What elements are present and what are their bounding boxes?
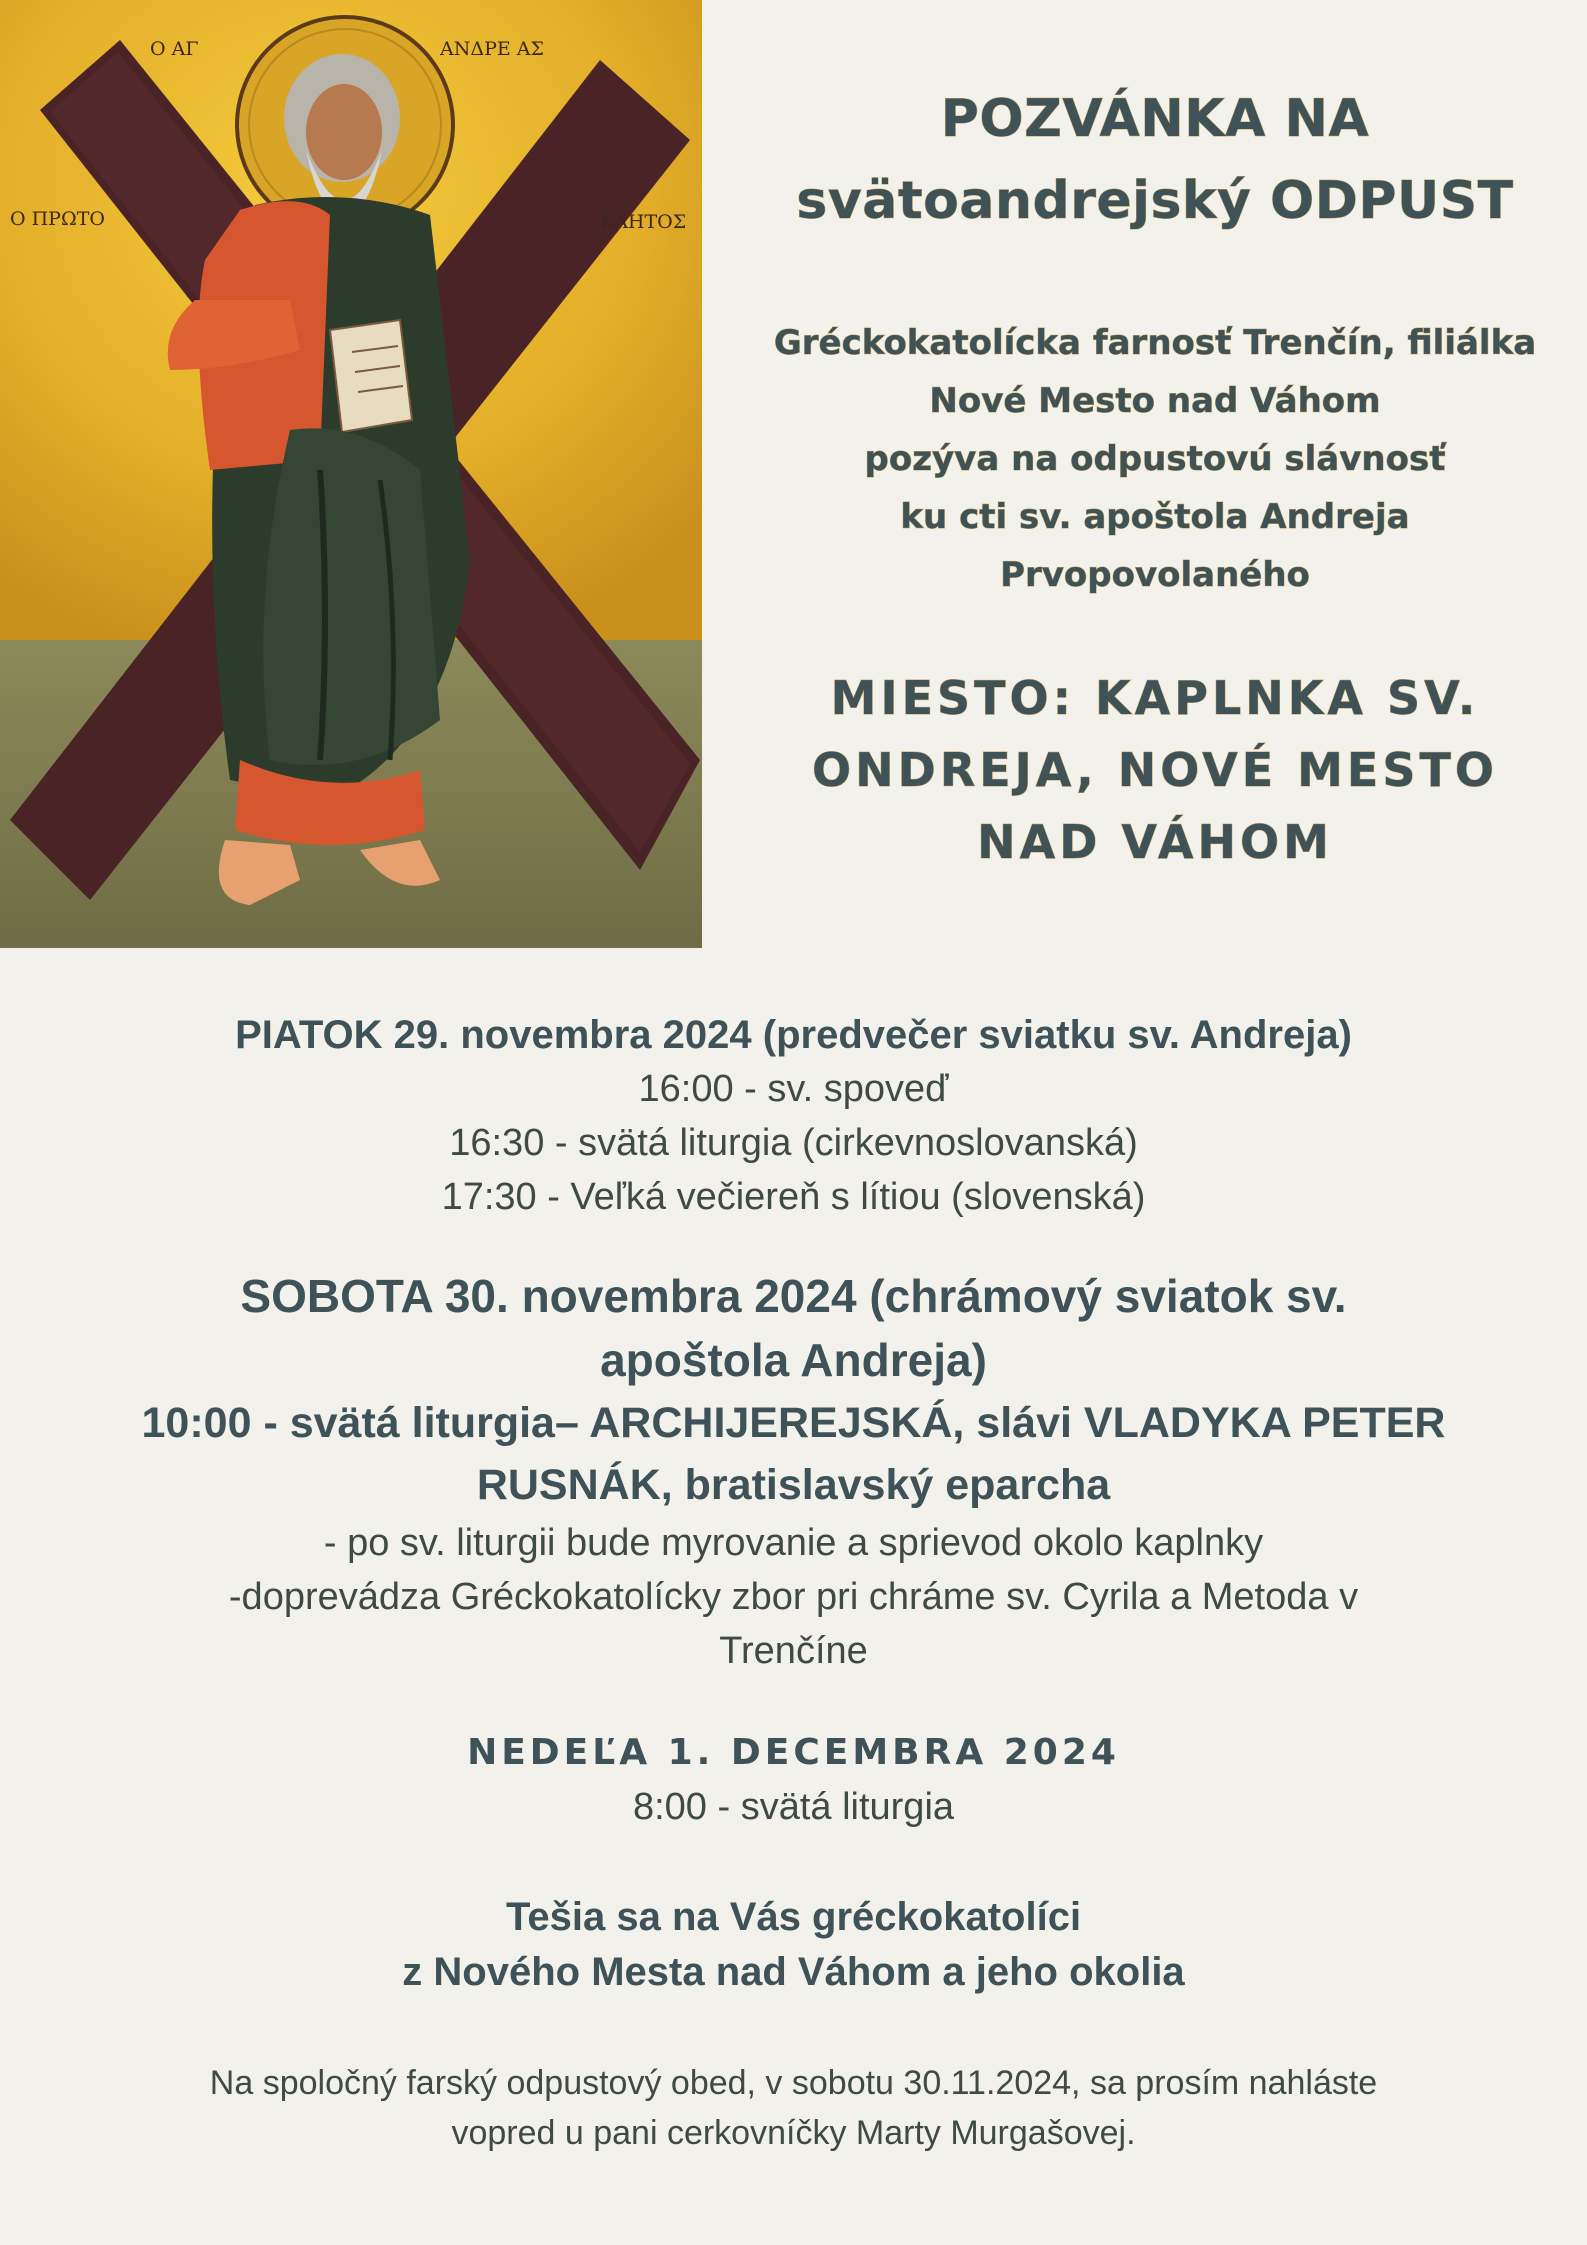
saturday-liturgy-line: 10:00 - svätá liturgia– ARCHIJEREJSKÁ, slávi VLADYKA PETER — [141, 1399, 1446, 1447]
greeting-block — [90, 1890, 1497, 2000]
friday-item: 16:00 - sv. spoveď — [638, 1068, 949, 1110]
saturday-note: -doprevádza Gréckokatolícky zbor pri chráme sv. Cyrila a Metoda v — [228, 1576, 1359, 1618]
location-line: NAD VÁHOM — [977, 815, 1333, 869]
intro-line: pozýva na odpustovú slávnosť — [864, 439, 1446, 479]
event-schedule — [90, 1008, 1497, 2158]
sunday-item: 8:00 - svätá liturgia — [632, 1786, 955, 1828]
note-line: vopred u pani cerkovníčky Marty Murgašovej. — [451, 2114, 1136, 2152]
icon-inscription-right: ΚΛΗΤΟΣ — [600, 211, 687, 233]
friday-heading: PIATOK 29. novembra 2024 (predvečer sviatku sv. Andreja) — [235, 1013, 1352, 1057]
header-section — [760, 78, 1550, 878]
lunch-registration-note — [90, 2058, 1497, 2158]
title-line-1: POZVÁNKA NA — [940, 89, 1370, 149]
saturday-note: - po sv. liturgii bude myrovanie a sprievod okolo kaplnky — [323, 1522, 1264, 1564]
saturday-liturgy-line: RUSNÁK, bratislavský eparcha — [476, 1461, 1111, 1509]
intro-line: ku cti sv. apoštola Andreja — [900, 497, 1410, 537]
location-heading — [760, 662, 1550, 878]
icon-illustration — [0, 0, 702, 948]
friday-item: 17:30 - Veľká večiereň s lítiou (slovenská) — [441, 1176, 1146, 1218]
greeting-line: Tešia sa na Vás gréckokatolíci — [505, 1895, 1082, 1939]
st-andrew-icon-image — [0, 0, 702, 948]
saturday-heading-line: apoštola Andreja) — [600, 1334, 987, 1386]
intro-line: Nové Mesto nad Váhom — [929, 381, 1381, 421]
note-line: Na spoločný farský odpustový obed, v sobotu 30.11.2024, sa prosím nahláste — [209, 2064, 1378, 2102]
sunday-block — [90, 1726, 1497, 1834]
saturday-block — [90, 1264, 1497, 1678]
intro-line: Gréckokatolícka farnosť Trenčín, filiálka — [773, 323, 1537, 363]
icon-inscription-top-left: Ο ΑΓ — [150, 38, 199, 60]
location-line: ONDREJA, NOVÉ MESTO — [812, 743, 1498, 797]
location-line: MIESTO: KAPLNKA SV. — [830, 671, 1480, 725]
saturday-note: Trenčíne — [719, 1630, 868, 1672]
greeting-line: z Nového Mesta nad Váhom a jeho okolia — [402, 1950, 1185, 1994]
parish-invitation-text — [760, 314, 1550, 604]
intro-line: Prvopovolaného — [1000, 555, 1310, 595]
friday-item: 16:30 - svätá liturgia (cirkevnoslovanská) — [449, 1122, 1138, 1164]
sunday-heading: NEDEĽA 1. DECEMBRA 2024 — [467, 1732, 1120, 1773]
icon-inscription-name: ΑΝΔΡΕ ΑΣ — [440, 38, 544, 60]
icon-inscription-left: Ο ΠΡΩΤΟ — [10, 208, 105, 230]
title-line-2: svätoandrejský ODPUST — [796, 171, 1514, 231]
friday-block — [90, 1008, 1497, 1224]
invitation-title — [760, 78, 1550, 242]
saturday-heading-line: SOBOTA 30. novembra 2024 (chrámový sviatok sv. — [240, 1270, 1347, 1322]
